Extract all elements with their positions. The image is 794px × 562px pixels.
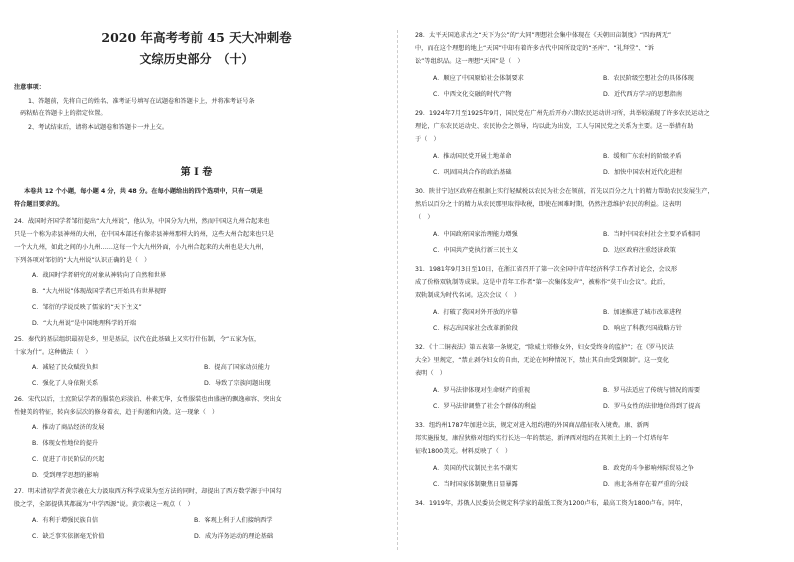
answer-option: B．政党的斗争影响州际贸易之争 [603,465,694,472]
left-column [14,0,379,562]
question-stem: 25．秦代的基层组织最初是乡，里是基层，汉代在此基础上又实行什伍制，令“五家为伍， [14,336,261,343]
answer-option: C．强化了人身依附关系 [32,380,99,387]
answer-option: A．推动国民党开展土地革命 [433,153,512,160]
answer-option: D．南北各州存在着严重的分歧 [603,481,689,488]
question-stem: 邦实施报复，康涅狄格对纽约实行长达一年的禁运，新泽西对纽约在其领土上的一个灯塔每年 [415,435,669,442]
question-stem: 下列各项对邹衍的“大九州说”认识正确的是（ ） [14,257,151,264]
question-stem: 理论，广东农民运动史、农民协会之领导，均以此为出发，工人与国民党之关系为主要。这一举措有助 [415,123,694,130]
question-stem: 股之学，全部提供其都属为“中学西源”说。黄宗羲这一观点（ ） [14,501,194,508]
answer-option: C．罗马法律调整了社会个群体的利益 [433,403,537,410]
answer-option: A．罗马法律体现对生命财产的重视 [433,387,531,394]
answer-option: D．罗马女性的法律地位得到了提高 [603,403,701,410]
answer-option: D．响应了科教兴国战略方针 [603,325,683,332]
question-stem: 讼”等组织品。这一理想“天国”是（ ） [415,58,524,65]
column-divider [397,30,398,550]
answer-option: D．受到理学思想的影响 [32,472,99,479]
answer-option: C．缺乏事实依据毫无价值 [32,533,105,540]
answer-option: B．农民阶级空想社会的具体体现 [603,75,694,82]
question-stem: 31．1981年9月3日至10日，在浙江省召开了第一次全国中青年经济科学工作者讨论会，会议形 [415,266,678,273]
exam-title: 2020 年高考考前 45 天大冲刺卷 [101,30,292,45]
section-intro: 符合题目要求的。 [14,201,64,208]
notice-item: 2、考试结束后，请将本试题卷和答题卡一并上交。 [28,124,169,131]
question-stem: 24．战国时齐国学者邹衍提出“大九州说”，他认为，中国分为九州，然而中国这九州合起来也 [14,218,270,225]
question-stem: 中，而在这个理想的地上“天国”中却有着许多古代中国所设定的“圣库”、“礼拜堂”、“诉 [415,45,654,52]
answer-option: D．边区政府注重经济政策 [603,247,676,254]
answer-option: B．缓和广东农村的阶级矛盾 [603,153,682,160]
notice-item: 码粘贴在答题卡上的指定位置。 [20,110,107,117]
question-stem: 27．明末清初学者黄宗羲在大力汲取西方科学成果为至方法的同时，却提出了西方数学源于中国勾 [14,488,282,495]
question-stem: 双轨制成为时代名词。这次会议（ ） [415,292,521,299]
question-stem: 26．宋代以后，士庶阶层学者的服装色彩淡泊、朴素无华，女性服装也由盛唐的飘逸雍容、突出女 [14,396,282,403]
question-stem: 性健美的特征，转向多层次的修身着衣，趋于拘谨和内敛。这一现象（ ） [14,409,219,416]
question-stem: 29．1924年7月至1925年9月，国民党在广州先后开办六期农民运动讲习所，共举较涌现了许多农民运动之 [415,110,710,117]
answer-option: D．近代西方学习的思想指南 [603,91,683,98]
answer-option: B．罗马法适应了传统与情况的需要 [603,387,701,394]
answer-option: C．邹衍的学说反映了儒家的“天下主义” [32,304,142,311]
answer-option: A．美国的代议制民主名不副实 [433,465,518,472]
answer-option: B．加速推进了城市改革进程 [603,309,682,316]
question-stem: 于（ ） [415,136,440,143]
question-stem: 征收1800美元。材料反映了（ ） [415,448,512,455]
answer-option: B．“大九州说”体现战国学者已开始具有世界视野 [32,288,167,295]
question-stem: 大全》里规定，“禁止剥夺妇女的自由，无论在何种情况下，禁止其自由受到限制”。这一变化 [415,357,669,364]
answer-option: C．当时国家体制聚焦日显暴露 [433,481,518,488]
answer-option: D．加快中国农村近代化进程 [603,169,683,176]
answer-option: C．促进了市民阶层的兴起 [32,456,105,463]
question-stem: 30．陕甘宁边区政府在根据上实行轻赋税以农民为社会在领前，首先以百分之九十的精力帮助农民发展生产， [415,188,714,195]
section-intro: 本卷共 12 个小题，每小题 4 分，共 48 分。在每小题给出的四个选项中，只有一项是 [24,188,263,195]
answer-option: A．打破了我国对外开放的序幕 [433,309,518,316]
question-stem: 然后以百分之十的精力从农民那里取得收税，即使在困难时期，仍然注意维护农民的利益。这表明 [415,201,682,208]
answer-option: A．顺应了中国原始社会体制要求 [433,75,524,82]
answer-option: C．巩固国共合作的政治基础 [433,169,512,176]
question-stem: 28．太平天国追求古之“天下为公”的“大同”理想社会集中体现在《天朝田亩制度》“四海两无” [415,32,672,39]
answer-option: A．减轻了民众赋役负担 [32,364,99,371]
exam-subtitle: 文综历史部分 （十） [139,52,254,66]
answer-option: A．中国政府国家治理能力增强 [433,231,518,238]
answer-option: B．客观上利于人们接纳西学 [194,517,273,524]
answer-option: D．导致了宗族问题出现 [204,380,271,387]
question-stem: 表明（ ） [415,370,446,377]
answer-option: C．中西文化交融的时代产物 [433,91,512,98]
answer-option: B．提高了国家动员能力 [204,364,271,371]
answer-option: A．推动了商品经济的发展 [32,424,105,431]
question-stem: （ ） [415,214,434,221]
question-stem: 十家为什”。这种做法（ ） [14,349,92,356]
question-stem: 只是一个称为赤县神州的大州，在中国本部还有像赤县神州那样大的州，这些大州合起来也只是 [14,231,274,238]
answer-option: D．“大九州说”是中国地理科学的开端 [32,320,136,327]
answer-option: C．标志出国家社会改革新阶段 [433,325,518,332]
answer-option: B．体现女性地位的提升 [32,440,99,447]
question-stem: 成了价格双轨制等成果。这是中青年工作者“第一次集体发声”，被称作“莫干山会议”。此后， [415,279,670,286]
answer-option: D．成为洋务运动的理论基础 [194,533,274,540]
section-title: 第 Ⅰ 卷 [180,167,213,178]
right-column [415,0,780,562]
answer-option: B．当时中国农村社会主要矛盾相同 [603,231,701,238]
answer-option: A．有利于增强民族自信 [32,517,99,524]
question-stem: 32．《十二铜表法》第五表第一条规定，“除威士塔修女外，妇女受终身的监护”；在《罗马民法 [415,344,674,351]
answer-option: C．中国共产党执行新三民主义 [433,247,518,254]
notice-item: 1、答题前，先将自己的姓名、准考证号填写在试题卷和答题卡上，并将准考证号条 [28,98,255,105]
question-stem: 34．1919年，苏俄人民委员会规定科学家的最低工资为1200卢布，最高工资为1800卢布。同年， [415,500,687,507]
notice-heading: 注意事项： [14,84,45,91]
question-stem: 33．纽约州1787年加进立法，规定对进入纽约港的外国商品船征收入境费。康、新两 [415,422,649,429]
answer-option: A．战国时学者研究的对象从神转向了自然和世界 [32,272,167,279]
question-stem: 一个大九州，如此之间的小九州……这每一个大九州外面，小九州合起来的大州也是大九州， [14,244,268,251]
